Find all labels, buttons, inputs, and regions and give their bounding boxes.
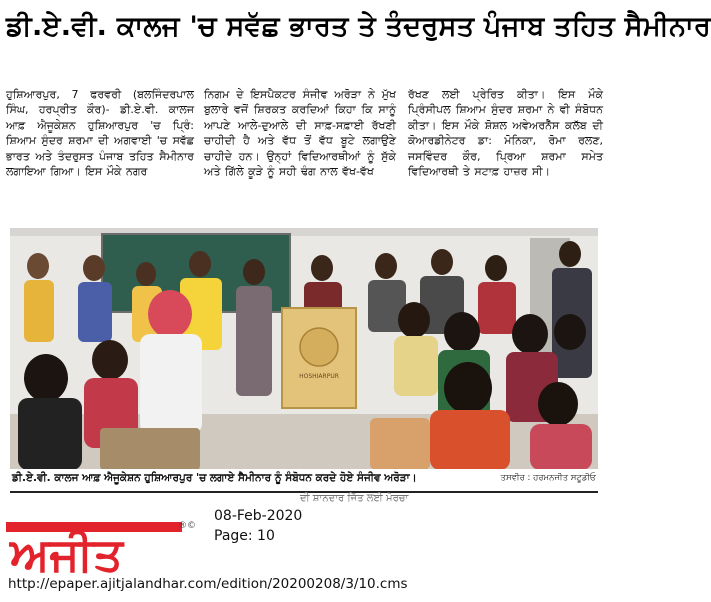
article-column-1: ਹੁਸ਼ਿਆਰਪੁਰ, 7 ਫਰਵਰੀ (ਬਲਜਿੰਦਰਪਾਲ ਸਿੰਘ, ਹਰਪ੍ਰੀਤ ਕੌਰ)- ਡੀ.ਏ.ਵੀ. ਕਾਲਜ ਆਫ਼ ਐਜੂਕੇਸ਼ਨ ਹੁਸ਼ਿਆਰਪੁਰ 'ਚ ਪ੍ਰਿੰ: ਸ਼ਿਆਮ ਸੁੰਦਰ ਸ਼ਰਮਾ ਦੀ ਅਗਵਾਈ 'ਚ ਸਵੱਛ ਭਾਰਤ ਅਤੇ ਤੰਦਰੁਸਤ ਪੰਜਾਬ ਤਹਿਤ ਸੈਮੀਨਾਰ ਲਗਾਇਆ ਗਿਆ। ਇਸ ਮੌਕੇ ਨਗਰ (6, 88, 194, 179)
headline: ਡੀ.ਏ.ਵੀ. ਕਾਲਜ 'ਚ ਸਵੱਛ ਭਾਰਤ ਤੇ ਤੰਦਰੁਸਤ ਪੰਜਾਬ ਤਹਿਤ ਸੈਮੀਨਾਰ (6, 11, 711, 42)
source-url[interactable]: http://epaper.ajitjalandhar.com/edition/20200208/3/10.cms (8, 576, 408, 592)
photo-caption: ਡੀ.ਏ.ਵੀ. ਕਾਲਜ ਆਫ਼ ਐਜੂਕੇਸ਼ਨ ਹੁਸ਼ਿਆਰਪੁਰ 'ਚ ਲਗਾਏ ਸੈਮੀਨਾਰ ਨੂੰ ਸੰਬੋਧਨ ਕਰਦੇ ਹੋਏ ਸੰਜੀਵ ਅਰੋੜਾ। (12, 472, 417, 484)
article-body (6, 87, 603, 222)
photo-caption-bar (10, 469, 598, 493)
logo-wordmark: ਅਜੀਤ (10, 527, 123, 581)
article-column-2: ਨਿਗਮ ਦੇ ਇਸਪੈਕਟਰ ਸੰਜੀਵ ਅਰੋੜਾ ਨੇ ਮੁੱਖ ਬੁਲਾਰੇ ਵਜੋਂ ਸ਼ਿਰਕਤ ਕਰਦਿਆਂ ਕਿਹਾ ਕਿ ਸਾਨੂੰ ਆਪਣੇ ਆਲੇ-ਦੁਆਲੇ ਦੀ ਸਾਫ਼-ਸਫ਼ਾਈ ਰੱਖਣੀ ਚਾਹੀਦੀ ਹੈ ਅਤੇ ਵੱਧ ਤੋਂ ਵੱਧ ਬੂਟੇ ਲਗਾਉਣੇ ਚਾਹੀਦੇ ਹਨ। ਉਨ੍ਹਾਂ ਵਿਦਿਆਰਥੀਆਂ ਨੂੰ ਸੁੱਕੇ ਅਤੇ ਗਿੱਲੇ ਕੂੜੇ ਨੂੰ ਸਹੀ ਢੰਗ ਨਾਲ ਵੱਖ-ਵੱਖ (204, 88, 396, 179)
podium-label: HOSHIARPUR (299, 373, 339, 380)
next-article-strip: ਦੀ ਸ਼ਾਨਦਾਰ ਜਿੱਤ ਲਈ ਮੋਰਚਾ (300, 493, 409, 504)
page-number: Page: 10 (214, 528, 275, 544)
ajit-logo (2, 512, 198, 581)
photo-credit: ਤਸਵੀਰ : ਹਰਮਨਜੀਤ ਸਟੂਡੀਓ (500, 473, 596, 483)
article-column-3: ਰੱਖਣ ਲਈ ਪ੍ਰੇਰਿਤ ਕੀਤਾ। ਇਸ ਮੌਕੇ ਪ੍ਰਿੰਸੀਪਲ ਸ਼ਿਆਮ ਸੁੰਦਰ ਸ਼ਰਮਾ ਨੇ ਵੀ ਸੰਬੋਧਨ ਕੀਤਾ। ਇਸ ਮੌਕੇ ਸ਼ੋਸ਼ਲ ਅਵੇਅਰਨੈੱਸ ਕਲੱਬ ਦੀ ਕੋਆਰਡੀਨੇਟਰ ਡਾ: ਮੋਨਿਕਾ, ਰੋਮਾ ਰਲਣ, ਜਸਵਿੰਦਰ ਕੌਰ, ਪ੍ਰਿਆ ਸ਼ਰਮਾ ਸਮੇਤ ਵਿਦਿਆਰਥੀ ਤੇ ਸਟਾਫ਼ ਹਾਜ਼ਰ ਸੀ। (408, 88, 603, 179)
seminar-photo (10, 228, 598, 470)
registered-mark: ®© (178, 521, 196, 531)
edition-date: 08-Feb-2020 (214, 508, 303, 524)
